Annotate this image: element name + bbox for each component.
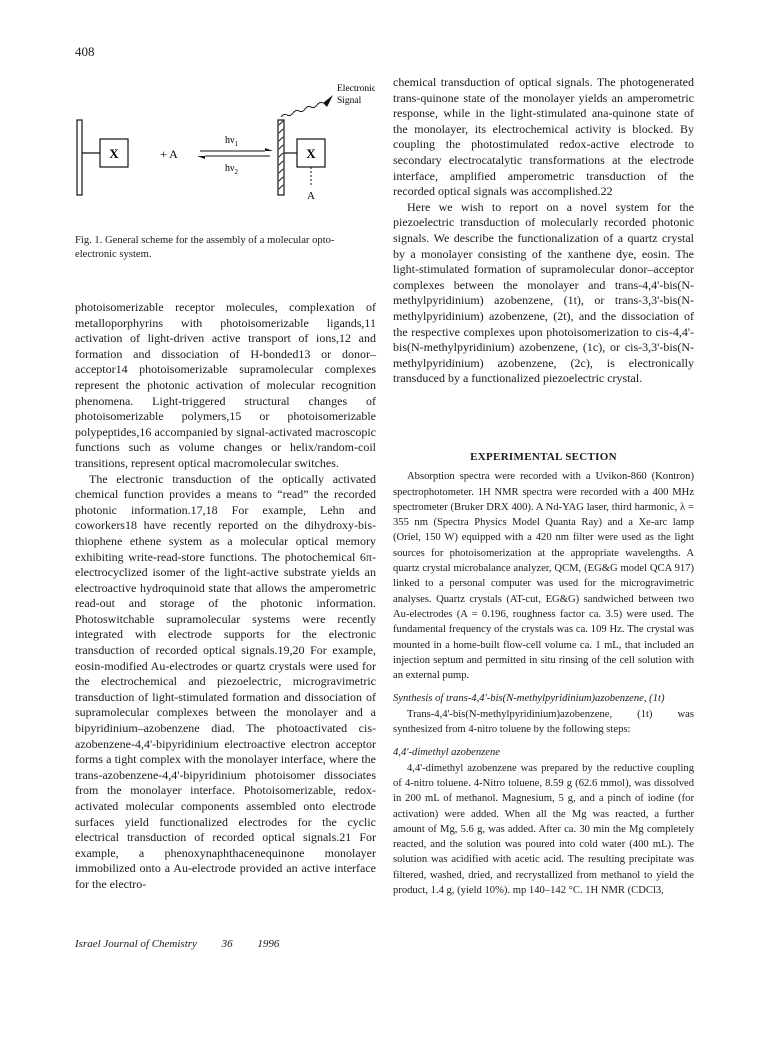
dimethyl-subheading: 4,4'-dimethyl azobenzene [393,747,500,759]
synthesis-paragraph: Trans-4,4'-bis(N-methylpyridinium)azobenzene, (1t) was synthesized from 4-nitro toluene by the following steps: [393,708,694,736]
hv1-label [225,135,239,148]
figure-caption: Fig. 1. General scheme for the assembly of a molecular opto-electronic system. [75,235,335,260]
journal-year: 1996 [257,938,280,950]
left-column [75,300,376,893]
journal-name: Israel Journal of Chemistry [75,938,197,950]
section-heading: EXPERIMENTAL SECTION [470,451,617,463]
left-electrode [77,120,82,195]
electronic-label: Electronic [337,84,375,94]
bound-a-label: A [307,190,315,202]
dimethyl-paragraph: 4,4'-dimethyl azobenzene was prepared by the reductive coupling of 4-nitro toluene. 4-Nitro toluene, 8.59 g (62.6 mmol), was dissolved in 200 mL of methanol. Magnesium, 5 g, and a pinch of iodine (for activation) were added. When all the Mg was reacted, a further amount of Mg, 5.6 g, was added. After ca. 30 min the Mg completely reacted, and the solution was poured into cold water (400 mL). The solution was acidified with acetic acid. The resulting precipitate was filtered, washed, dried, and recrystallized from methanol to yield the product, 1.4 g, (yield 10%). mp 140–142 °C. 1H NMR (CDCl3, [393,762,694,897]
hv2-label [225,163,239,176]
hv1-sub: 1 [234,140,239,148]
left-paragraph-2: The electronic transduction of the optically activated chemical function provides a means to “read” the recorded photonic information.17,18 For example, Lehn and coworkers18 have recently reported on the dihydroxy-bis-thiophene ethene system as a molecular optical memory exhibiting write-read-store functions. The photochemical 6π-electrocyclized isomer of the light-active substrate yields an electroactive hydroquinoid state that allows the amperometric read-out and storage of the photonic information. Photoswitchable supramolecular systems were recently integrated with electrode supports for the electronic transduction of recorded optical signals.19,20 For example, eosin-modified Au-electrodes or quartz crystals were used for the electrochemical and piezoelectric, microgravimetric transduction of light-stimulated formation and dissociation of supramolecular complexes between the monolayer and a bipyridinium–azobenzene diad. The photoactivated cis-azobenzene-4,4'-bipyridinium electroactive electron acceptor forms a tight complex with the monolayer interface, where the trans-azobenzene-4,4'-bipyridinium photoisomer dissociates from the monolayer interface. Photoisomerizable, redox-activated molecular components assembled onto electrode surfaces yield functionalized electrodes for the cyclic electrical transduction of recorded optical signals.21 For example, a phenoxynaphthacenequinone monolayer immobilized onto a Au-electrode provided an active interface for the electro- [75,471,376,891]
scheme-diagram [75,75,375,210]
page-footer [75,938,301,950]
hv2-sub: 2 [234,168,239,176]
hv2-text: hν [225,163,235,174]
hv1-text: hν [225,135,235,146]
page-number: 408 [75,44,95,59]
synthesis-subheading: Synthesis of trans-4,4'-bis(N-methylpyridinium)azobenzene, (1t) [393,693,665,705]
left-box-label: X [109,146,119,161]
journal-volume: 36 [221,938,233,950]
experimental-paragraph: Absorption spectra were recorded with a Uvikon-860 (Kontron) spectrophotometer. 1H NMR spectra were recorded with a 400 MHz spectrometer (Bruker DRX 400). A Nd-YAG laser, third harmonic, λ = 355 nm (Spectra Physics Model Quanta Ray) and a Xe-arc lamp (Oriel, 150 W) equipped with a 420 nm filter were used as the light sources for photoisomerization at the appropriate wavelengths. A quartz crystal microbalance analyzer, QCM, (EG&G model QCA 917) linked to a personal computer was used for the microgravimetric analyses. Quartz crystals (AT-cut, EG&G) sandwiched between two Au-electrodes (A = 0.196, roughness factor ca. 3.5) were used. The fundamental frequency of the crystals was ca. 109 Hz. The crystal was mounted in a home-built flow-cell volume ca. 1 mL, that included an injection septum and permitted in situ rinsing of the cell solution with an external pump. [393,471,694,682]
right-column-experimental [393,450,694,898]
right-paragraph-2: Here we wish to report on a novel system for the piezoelectric transduction of molecularly recorded photonic signals. We describe the functionalization of a quartz crystal by a monolayer consisting of the xanthene dye, eosin. The light-stimulated formation of supramolecular donor–acceptor complexes between the monolayer and trans-4,4'-bis(N-methylpyridinium) azobenzene, (1t), or trans-3,3'-bis(N-methylpyridinium) azobenzene, (2t), and the dissociation of the respective complexes upon photoisomerization to cis-4,4'-bis(N-methylpyridinium) azobenzene, (1c), or cis-3,3'-bis(N-methylpyridinium) azobenzene, (2c), is electronically transduced by a functionalized piezoelectric crystal. [393,199,694,386]
right-column-top [393,75,694,387]
right-paragraph-1: chemical transduction of optical signals. The photogenerated trans-quinone state of the monolayer yields an amperometric response, while in the light-stimulated ana-quinone state of the monolayer, its electrochemical activity is blocked. By coupling the photostimulated redox-active electrode to secondary electrocatalytic transformations at the electrode interface, amplified amperometric transduction of the recorded optical signals was accomplished.22 [393,75,694,199]
figure-1 [75,75,375,210]
left-paragraph-1: photoisomerizable receptor molecules, complexation of metalloporphyrins with photoisomerizable ligands,11 activation of light-driven active transport of ions,12 and formation and dissociation of H-bonded13 or donor–acceptor14 photoisomerizable supramolecular complexes represent the photonic activation of molecular recognition phenomena. Light-triggered structural changes of photoisomerizable polymers,15 or photoisomerizable polypeptides,16 accompanied by signal-activated macroscopic functions such as volume changes or helix/random-coil transitions, represent optical macromolecular switches. [75,300,376,470]
signal-arrowhead [323,95,333,107]
right-box-label: X [306,146,316,161]
plus-a-label: + A [160,147,178,161]
signal-wave [281,102,323,117]
signal-label: Signal [337,96,362,106]
